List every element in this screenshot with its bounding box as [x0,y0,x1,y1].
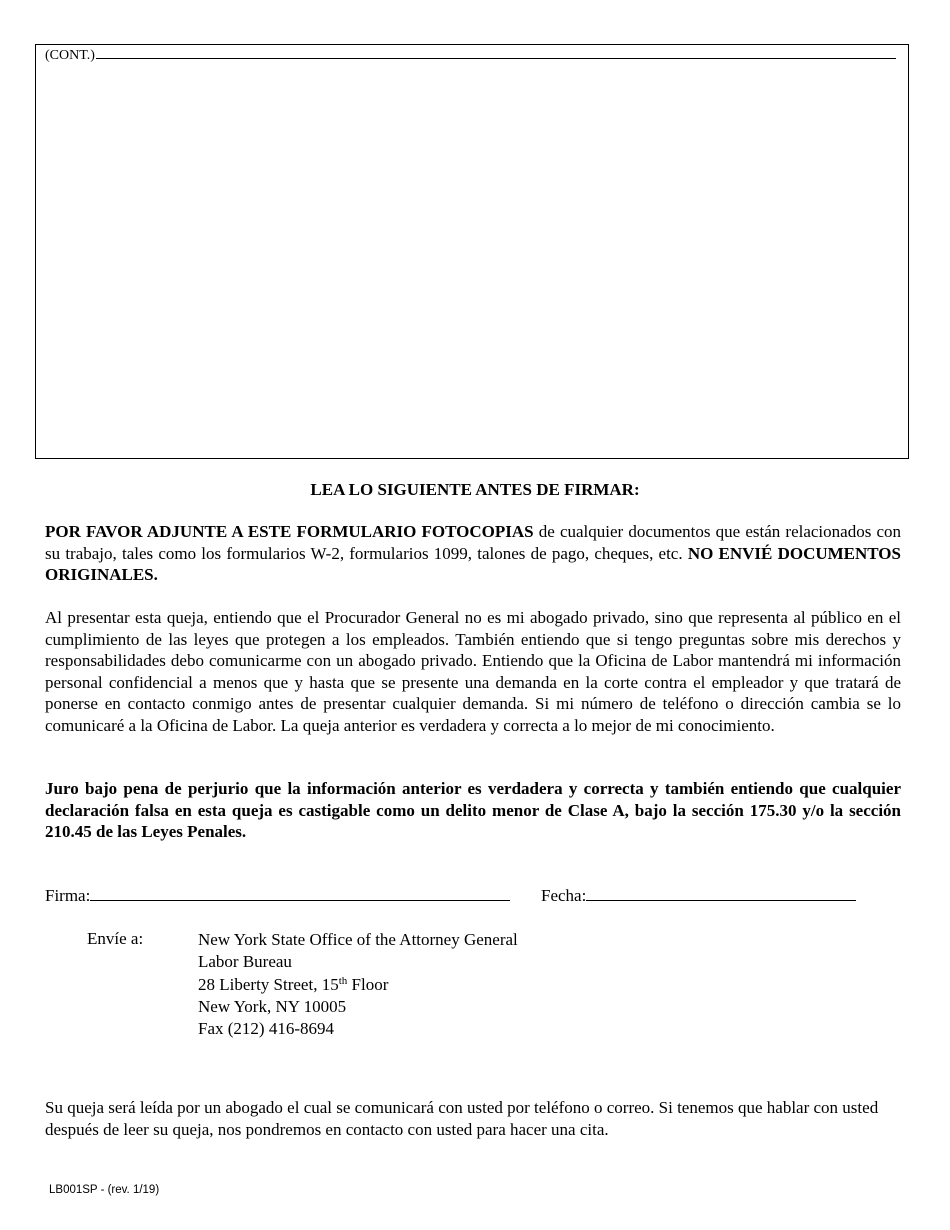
continuation-textarea[interactable] [35,44,909,459]
firma-field[interactable] [90,886,510,901]
closing-paragraph: Su queja será leída por un abogado el cual se comunicará con usted por teléfono o correo. Si tenemos que hablar con usted después de leer su queja, nos pondremos en contacto con usted para hacer una cita. [45,1098,879,1139]
date-row [541,886,856,906]
send-to-label: Envíe a: [87,929,144,948]
continuation-rule [96,57,896,59]
read-before-signing-heading: LEA LO SIGUIENTE ANTES DE FIRMAR: [310,480,640,499]
acknowledgment-paragraph: Al presentar esta queja, entiendo que el Procurador General no es mi abogado privado, sino que representa al público en el cumplimiento de las leyes que protegen a los empleados. También entiendo que si tengo preguntas sobre mis derechos y responsabilidades debo comunicarme con un abogado privado. Entiendo que la Oficina de Labor mantendrá mi información personal confidencial a menos que y hasta que se presente una demanda en la corte contra el empleador y que tratará de ponerse en contacto conmigo antes de presentar cualquier demanda. Si mi número de teléfono o dirección cambia se lo comunicaré a la Oficina de Labor. La queja anterior es verdadera y correcta a lo mejor de mi conocimiento. [45,608,901,735]
address-line-office: New York State Office of the Attorney General [198,930,518,949]
address-line-street: 28 Liberty Street, 15th Floor [198,974,389,994]
fecha-field[interactable] [586,886,856,901]
attach-bold-tail: NO ENVIÉ DOCUMENTOS ORIGINALES. [45,543,901,584]
fecha-label: Fecha: [541,886,587,905]
address-line-bureau: Labor Bureau [198,952,292,972]
attach-bold-lead: POR FAVOR ADJUNTE A ESTE FORMULARIO FOTOCOPIAS [45,522,534,541]
perjury-paragraph: Juro bajo pena de perjurio que la información anterior es verdadera y correcta y también entiendo que cualquier declaración falsa en esta queja es castigable como un delito menor de Clase A, bajo la sección 175.30 y/o la sección 210.45 de las Leyes Penales. [45,779,901,841]
form-revision-footer: LB001SP - (rev. 1/19) [49,1184,160,1196]
continuation-label: (CONT.) [45,48,95,63]
continuation-header [45,48,901,64]
firma-label: Firma: [45,886,91,905]
mailing-address [198,929,518,1040]
attach-body: de cualquier documentos que están relacionados con su trabajo, tales como los formularios W-2, formularios 1099, talones de pago, cheques, etc. [45,522,902,563]
address-line-city: New York, NY 10005 [198,996,347,1016]
address-line-fax: Fax (212) 416-8694 [198,1019,334,1039]
attach-documents-paragraph [45,521,901,586]
signature-row [45,886,510,906]
